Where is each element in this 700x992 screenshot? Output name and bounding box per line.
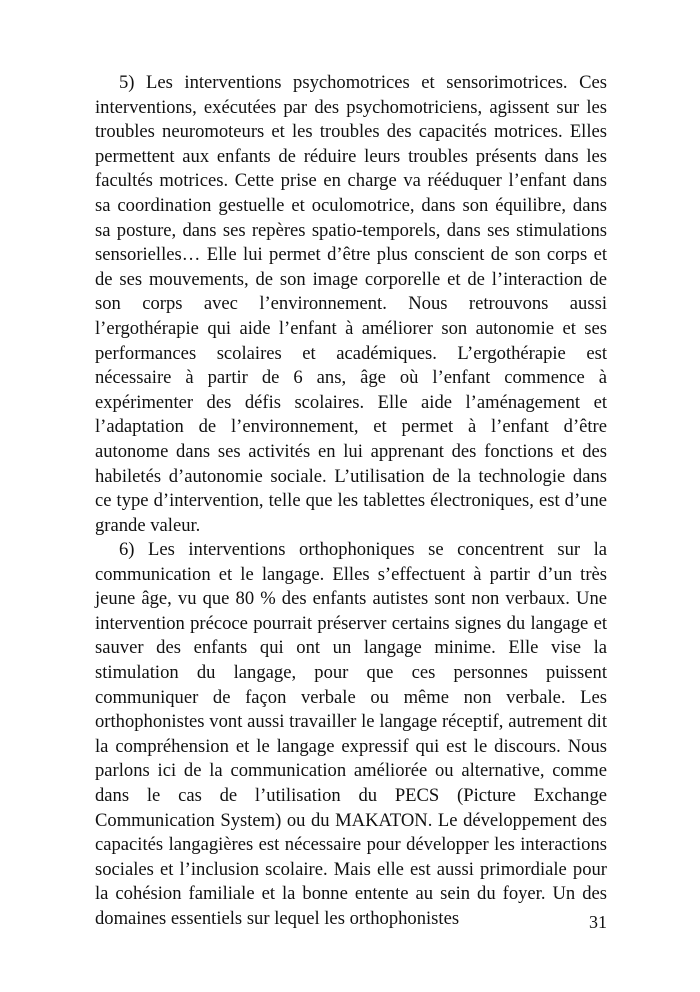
paragraph-6-number: 6) [119, 539, 135, 560]
paragraph-6-text: Les interventions orthophoniques se concentrent sur la communication et le langage. Elles s’effectuent à partir d’un très jeune âge, vu que 80 % des enfants autistes sont non verbaux. Une intervention précoce pourrait préserver certains signes du langage et sauver des enfants qui ont un langage minime. Elle vise la stimulation du langage, pour que ces personnes puissent communiquer de façon verbale ou même non verbale. Les orthophonistes vont aussi travailler le langage réceptif, autrement dit la compréhension et le langage expressif qui est le discours. Nous parlons ici de la communication améliorée ou alternative, comme dans le cas de l’utilisation du PECS (Picture Exchange Communication System) ou du MAKATON. Le développement des capacités langagières est nécessaire pour développer les interactions sociales et l’inclusion scolaire. Mais elle est aussi primordiale pour la cohésion familiale et la bonne entente au sein du foyer. Un des domaines essentiels sur lequel les orthophonistes [95, 539, 608, 929]
paragraph-5 [95, 71, 607, 538]
page-number: 31 [589, 912, 607, 932]
paragraph-5-text: Les interventions psychomotrices et sensorimotrices. Ces interventions, exécutées par des psychomotriciens, agissent sur les troubles neuromoteurs et les troubles des capacités motrices. Elles permettent aux enfants de réduire leurs troubles présents dans les facultés motrices. Cette prise en charge va rééduquer l’enfant dans sa coordination gestuelle et oculomotrice, dans son équilibre, dans sa posture, dans ses repères spatio-temporels, dans ses stimulations sensorielles… Elle lui permet d’être plus conscient de son corps et de ses mouvements, de son image corporelle et de l’interaction de son corps avec l’environnement. Nous retrouvons aussi l’ergothérapie qui aide l’enfant à améliorer son autonomie et ses performances scolaires et académiques. L’ergothérapie est nécessaire à partir de 6 ans, âge où l’enfant commence à expérimenter des défis scolaires. Elle aide l’aménagement et l’adaptation de l’environnement, et permet à l’enfant d’être autonome dans ses activités en lui apprenant des fonctions et des habiletés d’autonomie sociale. L’utilisation de la technologie dans ce type d’intervention, telle que les tablettes électroniques, est d’une grande valeur. [95, 72, 608, 536]
paragraph-5-number: 5) [119, 72, 135, 93]
paragraph-6 [95, 538, 607, 932]
